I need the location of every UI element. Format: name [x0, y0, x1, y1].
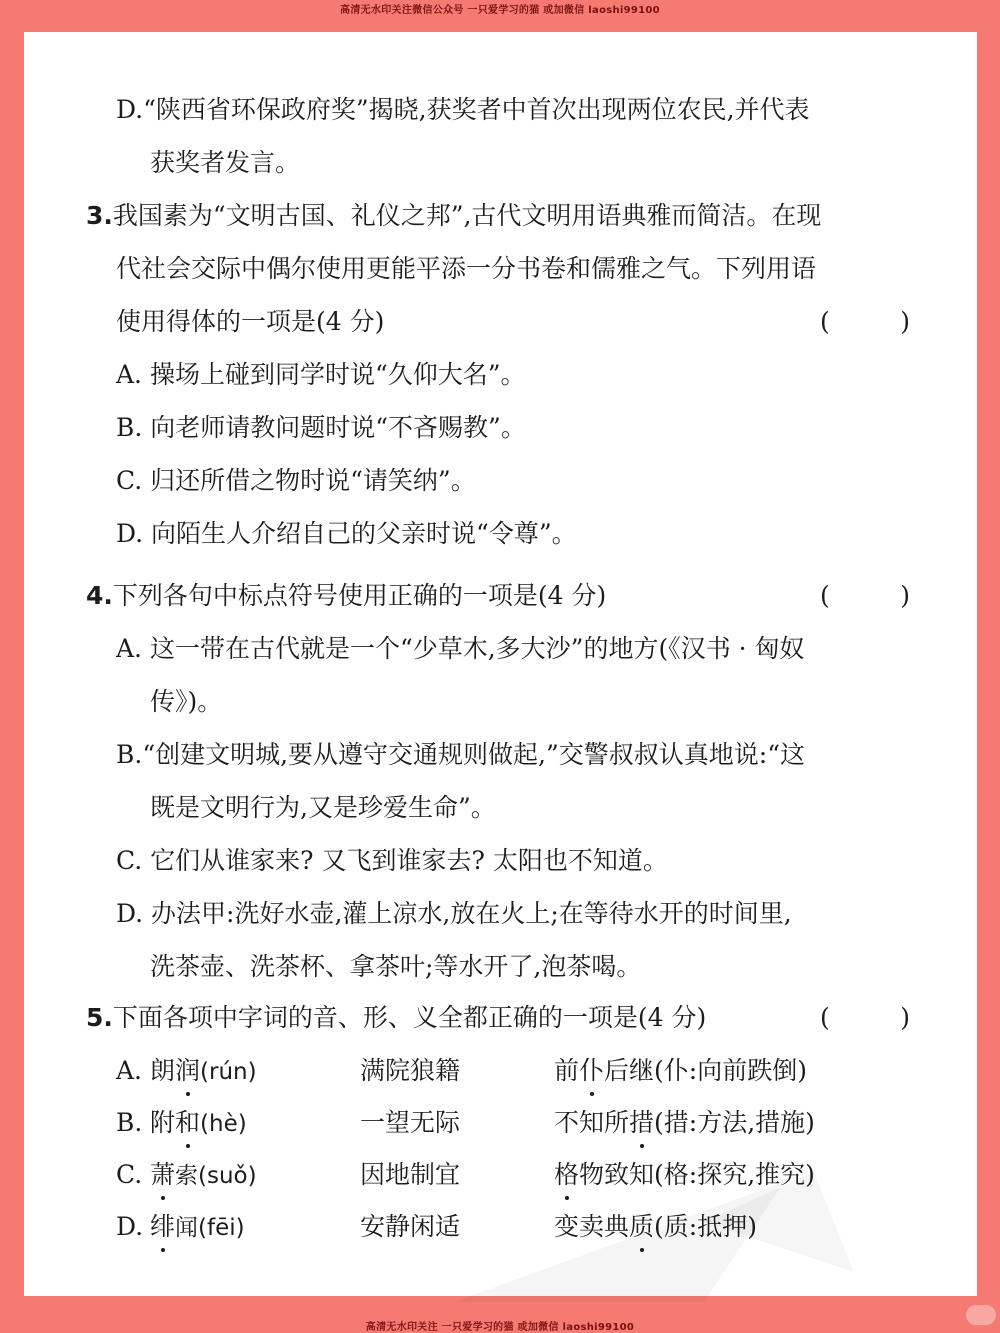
watermark-bottom: 高清无水印关注 一只爱学习的猫 或加微信 laoshi99100 — [365, 1322, 635, 1333]
q2-option-d-line2: 获奖者发言。 — [150, 148, 301, 177]
emphasis-dot-char: 润 — [175, 1051, 200, 1091]
q3-stem-line2: 代社会交际中偶尔使用更能平添一分书卷和儒雅之气。下列用语 — [116, 254, 817, 283]
q5-option-a — [116, 1051, 1000, 1091]
q5-answer-blank[interactable] — [820, 998, 910, 1038]
q4-stem-text: 下列各句中标点符号使用正确的一项是(4 分) — [112, 581, 607, 610]
q3-option-a: A. 操场上碰到同学时说“久仰大名”。 — [116, 360, 526, 389]
q5-option-word: 朗润(rún) — [150, 1051, 257, 1092]
q2-option-d-line1: D.“陕西省环保政府奖”揭晓,获奖者中首次出现两位农民,并代表 — [116, 95, 810, 124]
emphasis-dot-char: 质 — [629, 1207, 654, 1247]
q4-answer-blank[interactable] — [820, 576, 910, 616]
q5-option-label: B. — [116, 1108, 143, 1137]
q5-option-label: A. — [116, 1056, 143, 1085]
paren-left: ( — [820, 307, 830, 336]
q3-option-b: B. 向老师请教问题时说“不吝赐教”。 — [116, 413, 526, 442]
q3-number: 3. — [86, 201, 113, 230]
q5-option-idiom-meaning: 变卖典质(质:抵押) — [554, 1207, 757, 1247]
q5-stem-text: 下面各项中字词的音、形、义全都正确的一项是(4 分) — [112, 1003, 707, 1032]
q4-option-b-line1: B.“创建文明城,要从遵守交通规则做起,”交警叔叔认真地说:“这 — [116, 740, 805, 769]
q5-option-idiom: 一望无际 — [360, 1108, 461, 1137]
q5-number: 5. — [86, 1003, 113, 1032]
emphasis-dot-char: 格 — [554, 1155, 579, 1195]
q3-stem-text: 我国素为“文明古国、礼仪之邦”,古代文明用语典雅而简洁。在现 — [112, 201, 822, 230]
q5-option-label: C. — [116, 1160, 143, 1189]
q4-option-b-line2: 既是文明行为,又是珍爱生命”。 — [150, 793, 496, 822]
q5-option-idiom-meaning: 前仆后继(仆:向前跌倒) — [554, 1051, 807, 1091]
q5-option-idiom: 因地制宜 — [360, 1160, 461, 1189]
paren-left: ( — [820, 1003, 830, 1032]
q4-option-d-line1: D. 办法甲:洗好水壶,灌上凉水,放在火上;在等待水开的时间里, — [116, 899, 792, 928]
emphasis-dot-char: 绯 — [150, 1207, 175, 1247]
q5-option-word: 萧索(suǒ) — [150, 1155, 257, 1196]
q5-option-b — [116, 1103, 1000, 1143]
paren-right: ) — [900, 307, 910, 336]
q5-option-idiom-meaning: 不知所措(措:方法,措施) — [554, 1103, 815, 1143]
q4-option-d-line2: 洗茶壶、洗茶杯、拿茶叶;等水开了,泡茶喝。 — [150, 952, 642, 981]
q3-stem-line3: 使用得体的一项是(4 分) — [116, 307, 385, 336]
q4-number: 4. — [86, 581, 113, 610]
q3-option-c: C. 归还所借之物时说“请笑纳”。 — [116, 466, 476, 495]
q5-option-idiom-meaning: 格物致知(格:探究,推究) — [554, 1155, 815, 1195]
q4-option-a-line1: A. 这一带在古代就是一个“少草木,多大沙”的地方(《汉书 · 匈奴 — [116, 634, 805, 663]
paren-left: ( — [820, 581, 830, 610]
q3-option-d: D. 向陌生人介绍自己的父亲时说“令尊”。 — [116, 519, 577, 548]
emphasis-dot-char: 和 — [175, 1103, 200, 1143]
q5-option-idiom: 满院狼籍 — [360, 1056, 461, 1085]
q4-option-a-line2: 传》)。 — [150, 687, 223, 716]
q5-option-word: 绯闻(fēi) — [150, 1207, 245, 1248]
emphasis-dot-char: 萧 — [150, 1155, 175, 1195]
q5-option-label: D. — [116, 1212, 144, 1241]
watermark-top: 高清无水印关注微信公众号 一只爱学习的猫 或加微信 laoshi99100 — [340, 5, 660, 16]
paren-right: ) — [900, 581, 910, 610]
faint-watermark-shape — [454, 1162, 874, 1302]
q5-option-idiom: 安静闲适 — [360, 1212, 461, 1241]
q3-answer-blank[interactable] — [820, 302, 910, 342]
q5-option-word: 附和(hè) — [150, 1103, 247, 1144]
q4-option-c: C. 它们从谁家来? 又飞到谁家去? 太阳也不知道。 — [116, 846, 668, 875]
emphasis-dot-char: 措 — [629, 1103, 654, 1143]
exam-page — [24, 32, 977, 1296]
q3-stem-line1 — [86, 196, 1000, 236]
emphasis-dot-char: 仆 — [579, 1051, 604, 1091]
paren-right: ) — [900, 1003, 910, 1032]
